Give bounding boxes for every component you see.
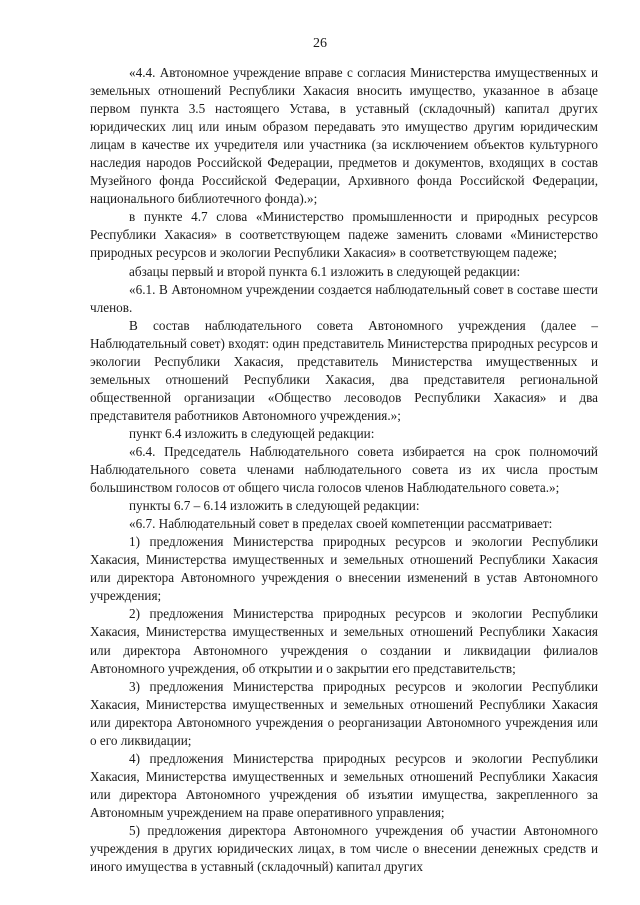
paragraph-council-composition: В состав наблюдательного совета Автономного учреждения (далее – Наблюдательный совет) входят: один представитель Министерства природных ресурсов и экологии Республики Хакасия, представитель Министерства имущественных и земельных отношений Республики Хакасия, два представителя региональной общественной организации «Общество лесоводов Республики Хакасия» и два представителя работников Автономного учреждения.»; [90,317,598,423]
list-item-4: 4) предложения Министерства природных ресурсов и экологии Республики Хакасия, Министерства имущественных и земельных отношений Республики Хакасия или директора Автономного учреждения об изъятии имущества, закрепленного за Автономным учреждением на праве оперативного управления; [90,750,598,820]
paragraph-6-7: «6.7. Наблюдательный совет в пределах своей компетенции рассматривает: [129,516,553,532]
list-item-3: 3) предложения Министерства природных ресурсов и экологии Республики Хакасия, Министерства имущественных и земельных отношений Республики Хакасия или директора Автономного учреждения о реорганизации Автономного учреждения или о его ликвидации; [90,678,598,748]
paragraph-amend-4-7: в пункте 4.7 слова «Министерство промышленности и природных ресурсов Республики Хакасия» в соответствующем падеже заменить словами «Министерство природных ресурсов и экологии Республики Хакасия» в соответствующем падеже; [90,209,598,261]
paragraph-amend-6-7-intro: пункты 6.7 – 6.14 изложить в следующей редакции: [129,498,420,514]
paragraph-6-1: «6.1. В Автономном учреждении создается наблюдательный совет в составе шести членов. [90,281,598,315]
list-item-5: 5) предложения директора Автономного учреждения об участии Автономного учреждения в других юридических лицах, в том числе о внесении денежных средств и иного имущества в уставный (складочный) капитал других [90,822,598,875]
paragraph-6-4: «6.4. Председатель Наблюдательного совета избирается на срок полномочий Наблюдательного совета членами наблюдательного совета из их числа простым большинством голосов от общего числа голосов членов Наблюдательного совета.»; [90,443,598,496]
paragraph-amend-6-4-intro: пункт 6.4 изложить в следующей редакции: [129,425,375,441]
list-item-1: 1) предложения Министерства природных ресурсов и экологии Республики Хакасия, Министерства имущественных и земельных отношений Республики Хакасия или директора Автономного учреждения о внесении изменений в устав Автономного учреждения; [90,534,598,604]
page-number: 26 [313,36,327,51]
paragraph-amend-6-1-intro: абзацы первый и второй пункта 6.1 изложить в следующей редакции: [129,263,521,279]
paragraph-4-4: «4.4. Автономное учреждение вправе с согласия Министерства имущественных и земельных отношений Республики Хакасия вносить имущество, указанное в абзаце первом пункта 3.5 настоящего Устава, в уставный (складочный) капитал других юридических лиц или иным образом передавать это имущество другим юридическим лицам в качестве их учредителя или участника (за исключением объектов культурного наследия народов Российской Федерации, предметов и документов, входящих в состав Музейного фонда Российской Федерации, Архивного фонда Российской Федерации, национального библиотечного фонда).»; [90,65,598,207]
list-item-2: 2) предложения Министерства природных ресурсов и экологии Республики Хакасия, Министерства имущественных и земельных отношений Республики Хакасия или директора Автономного учреждения о создании и ликвидации филиалов Автономного учреждения, об открытии и о закрытии его представительств; [90,606,598,676]
document-body [90,64,598,876]
